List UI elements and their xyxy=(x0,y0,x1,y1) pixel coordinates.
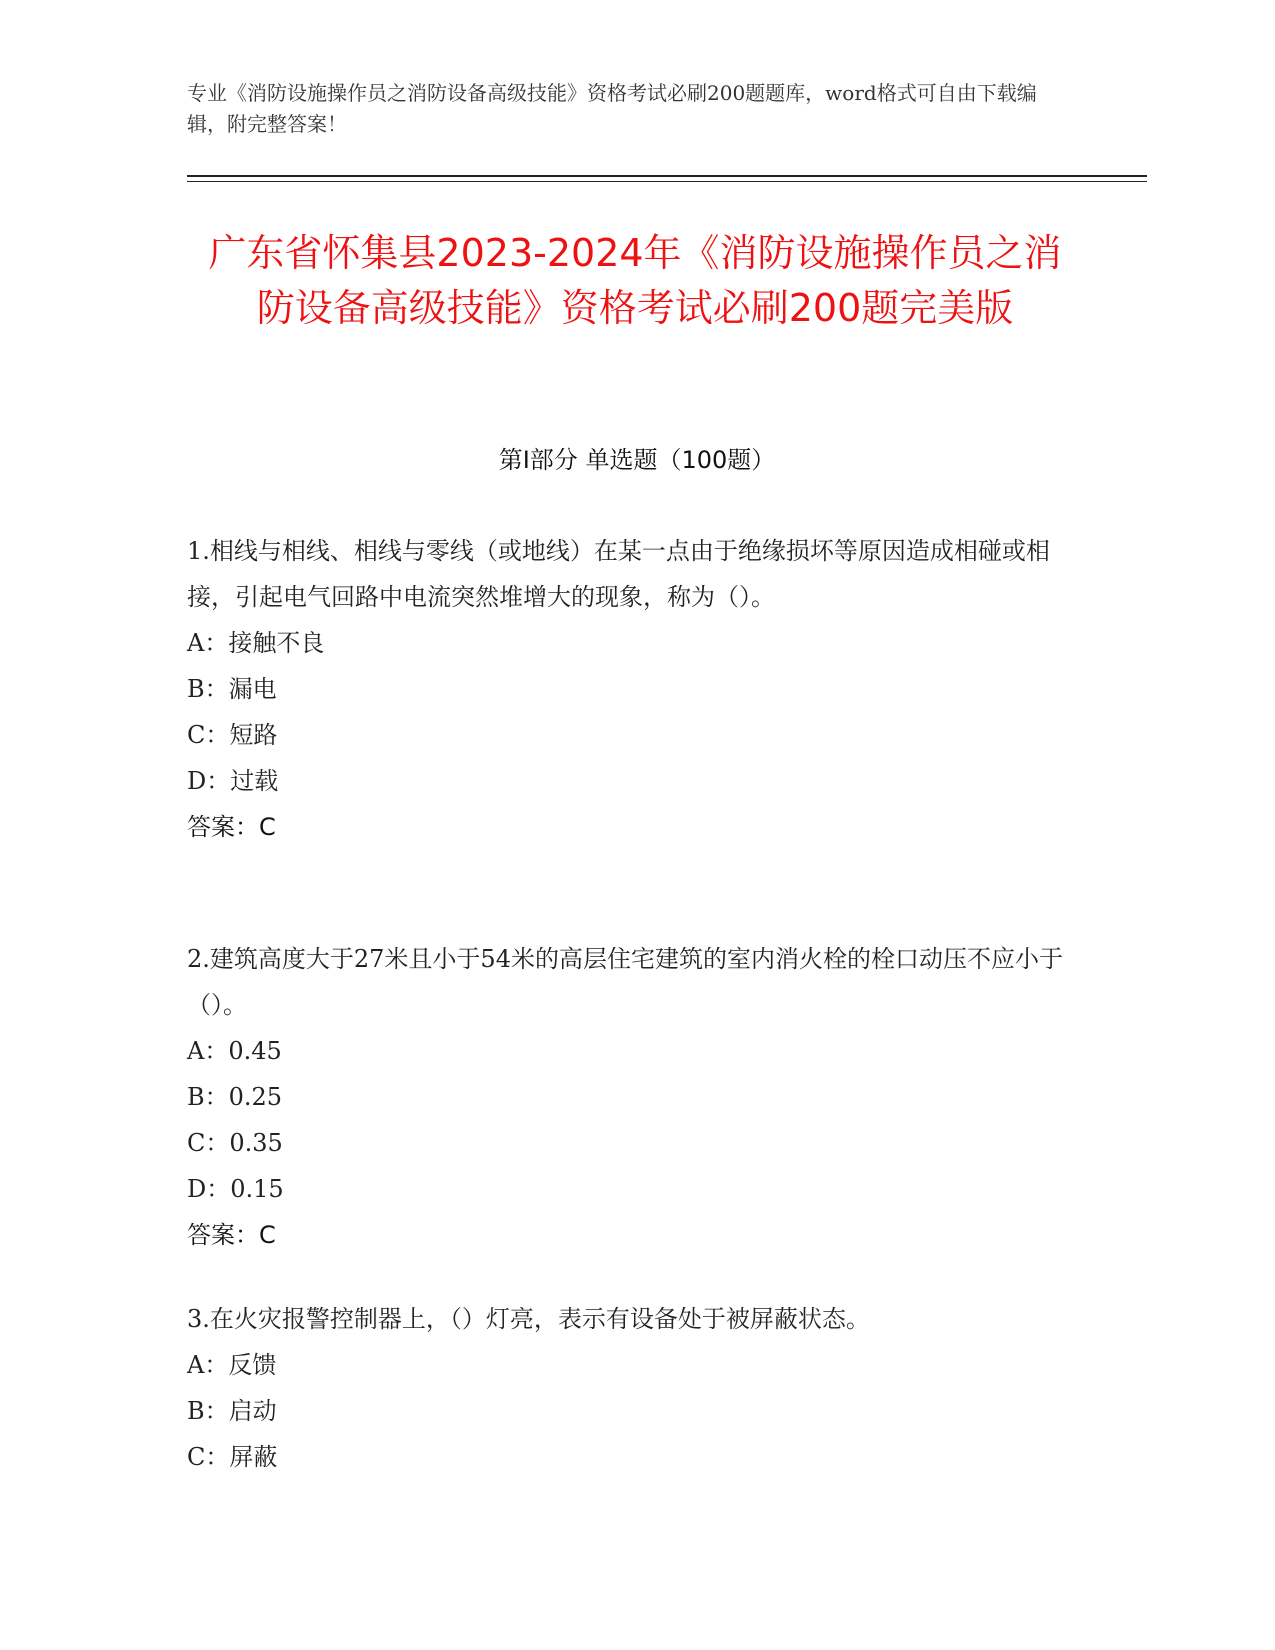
document-title: 广东省怀集县2023-2024年《消防设施操作员之消防设备高级技能》资格考试必刷200题完美版 xyxy=(208,231,1062,330)
question-stem: 1.相线与相线、相线与零线（或地线）在某一点由于绝缘损坏等原因造成相碰或相接，引起电气回路中电流突然堆增大的现象，称为（）。 xyxy=(187,537,1050,611)
question-3 xyxy=(187,1296,1067,1480)
answer: 答案：C xyxy=(187,1221,276,1249)
question-stem: 2.建筑高度大于27米且小于54米的高层住宅建筑的室内消火栓的栓口动压不应小于（）。 xyxy=(187,945,1063,1019)
question-stem: 3.在火灾报警控制器上，（）灯亮，表示有设备处于被屏蔽状态。 xyxy=(187,1305,870,1333)
option-a: A：反馈 xyxy=(187,1351,277,1379)
question-2 xyxy=(187,936,1067,1258)
header-divider-thick xyxy=(187,175,1147,177)
option-d: D：过载 xyxy=(187,767,279,795)
option-b: B：启动 xyxy=(187,1397,277,1425)
option-a: A：接触不良 xyxy=(187,629,325,657)
option-c: C：短路 xyxy=(187,721,278,749)
option-d: D：0.15 xyxy=(187,1175,284,1203)
option-a: A：0.45 xyxy=(187,1037,282,1065)
option-b: B：漏电 xyxy=(187,675,277,703)
section-heading: 第Ⅰ部分 单选题（100题） xyxy=(498,446,776,474)
option-c: C：屏蔽 xyxy=(187,1443,278,1471)
option-c: C：0.35 xyxy=(187,1129,283,1157)
header-divider-thin xyxy=(187,181,1147,182)
answer: 答案：C xyxy=(187,813,276,841)
question-1 xyxy=(187,528,1067,850)
option-b: B：0.25 xyxy=(187,1083,283,1111)
header-note: 专业《消防设施操作员之消防设备高级技能》资格考试必刷200题题库，word格式可自由下载编辑，附完整答案！ xyxy=(187,81,1037,136)
